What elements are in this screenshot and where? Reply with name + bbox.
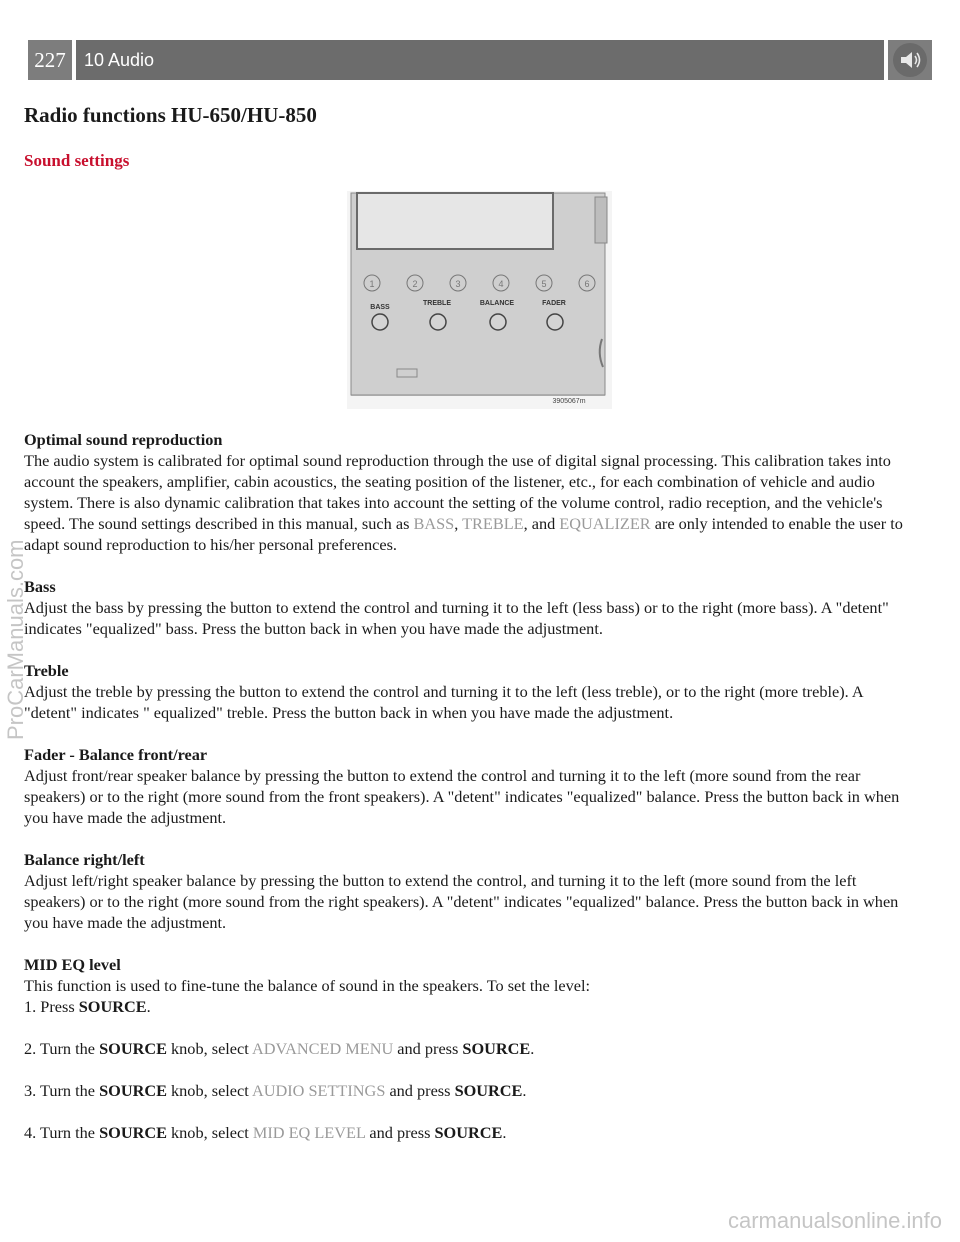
bass-ref: BASS <box>413 514 455 533</box>
fader-heading: Fader - Balance front/rear <box>24 745 208 764</box>
optimal-section <box>24 429 914 555</box>
speaker-icon <box>893 43 927 77</box>
section-icon-box <box>888 40 932 80</box>
optimal-text-1: The audio system is calibrated for optimal sound reproduction through the use of digital signal processing. This calibration takes into account the speakers, amplifier, cabin acoustics, the seating position of the listener, etc., for each combination of vehicle and audio system. There is also dynamic calibration that takes into account the setting of the volume control, radio reception, and the vehicle's speed. The sound settings described in this manual, such as <box>24 451 891 533</box>
mideq-section <box>24 954 914 1017</box>
fader-text: Adjust front/rear speaker balance by pressing the button to extend the control and turning it to the left (more sound from the rear speakers) or to the right (more sound from the front speakers). A "detent" indicates "equalized" balance. Press the button back in when you have made the adjustment. <box>24 766 900 827</box>
step-2-mid: knob, select <box>166 1039 252 1058</box>
mideq-heading: MID EQ level <box>24 955 121 974</box>
step-4-mid: knob, select <box>166 1123 253 1142</box>
step-3-post: . <box>522 1081 527 1100</box>
mideq-text: This function is used to fine-tune the balance of sound in the speakers. To set the level: <box>24 976 590 995</box>
step-1-source: SOURCE <box>78 997 147 1016</box>
step-3-source: SOURCE <box>99 1081 167 1100</box>
page-number: 227 <box>28 40 72 80</box>
step-1 <box>24 997 151 1016</box>
step-3-mid2: and press <box>385 1081 455 1100</box>
bass-text: Adjust the bass by pressing the button to extend the control and turning it to the left (less bass) or to the right (more bass). A "detent" indicates "equalized" bass. Press the button back in when you have made the adjustment. <box>24 598 889 638</box>
step-2-post: . <box>530 1039 535 1058</box>
step-1-post: . <box>146 997 151 1016</box>
section-title: 10 Audio <box>76 40 884 80</box>
equalizer-ref: EQUALIZER <box>559 514 651 533</box>
preset-3-label: 3 <box>455 279 461 289</box>
step-4-source-2: SOURCE <box>434 1123 503 1142</box>
step-3 <box>24 1080 914 1101</box>
step-3-source-2: SOURCE <box>454 1081 523 1100</box>
balance-heading: Balance right/left <box>24 850 145 869</box>
radio-panel-figure <box>347 191 612 409</box>
body-text <box>24 429 914 1164</box>
step-3-mid: knob, select <box>166 1081 252 1100</box>
balance-section <box>24 849 914 933</box>
optimal-text-3: , and <box>523 514 560 533</box>
preset-1-label: 1 <box>369 279 375 289</box>
bass-heading: Bass <box>24 577 56 596</box>
step-2-pre: 2. Turn the <box>24 1039 100 1058</box>
treble-text: Adjust the treble by pressing the button to extend the control and turning it to the left (less treble), or to the right (more treble). A "detent" indicates " equalized" treble. Press the button back in when you have made the adjustment. <box>24 682 863 722</box>
side-watermark: ProCarManuals.com <box>3 539 28 740</box>
step-3-pre: 3. Turn the <box>24 1081 100 1100</box>
bottom-watermark: carmanualsonline.info <box>727 1208 942 1233</box>
step-4-post: . <box>502 1123 507 1142</box>
treble-knob-label: TREBLE <box>423 300 451 307</box>
step-2-source-2: SOURCE <box>462 1039 531 1058</box>
step-2 <box>24 1038 914 1059</box>
step-4-source: SOURCE <box>99 1123 167 1142</box>
step-4-mid2: and press <box>365 1123 435 1142</box>
bass-section <box>24 576 914 639</box>
optimal-text-2: , <box>454 514 463 533</box>
balance-knob-label: BALANCE <box>479 300 515 307</box>
treble-ref: TREBLE <box>462 514 524 533</box>
page-subtitle: Sound settings <box>24 151 130 170</box>
optimal-heading: Optimal sound reproduction <box>24 430 223 449</box>
preset-2-label: 2 <box>412 279 418 289</box>
step-4-pre: 4. Turn the <box>24 1123 100 1142</box>
mid-eq-level-ref: MID EQ LEVEL <box>252 1123 366 1142</box>
advanced-menu-ref: ADVANCED MENU <box>251 1039 394 1058</box>
step-2-source: SOURCE <box>99 1039 167 1058</box>
treble-section <box>24 660 914 723</box>
bass-knob-label: BASS <box>370 304 390 311</box>
fader-knob-label: FADER <box>542 300 566 307</box>
step-2-mid2: and press <box>393 1039 463 1058</box>
step-4 <box>24 1122 914 1143</box>
preset-4-label: 4 <box>498 279 504 289</box>
page-title: Radio functions HU-650/HU-850 <box>24 103 317 127</box>
balance-text: Adjust left/right speaker balance by pressing the button to extend the control, and turning it to the left (more sound from the left speakers) or to the right (more sound from the right speakers). A "detent" indicates "equalized" balance. Press the button back in when you have made the adjustment. <box>24 871 899 932</box>
treble-heading: Treble <box>24 661 69 680</box>
fader-section <box>24 744 914 828</box>
optimal-text-4: are only intended to enable the user to adapt sound reproduction to his/her personal preferences. <box>24 514 903 554</box>
preset-6-label: 6 <box>584 279 590 289</box>
audio-settings-ref: AUDIO SETTINGS <box>251 1081 386 1100</box>
figure-code: 3905067m <box>552 398 586 405</box>
page-header <box>28 40 932 80</box>
step-1-pre: 1. Press <box>24 997 79 1016</box>
preset-5-label: 5 <box>541 279 547 289</box>
